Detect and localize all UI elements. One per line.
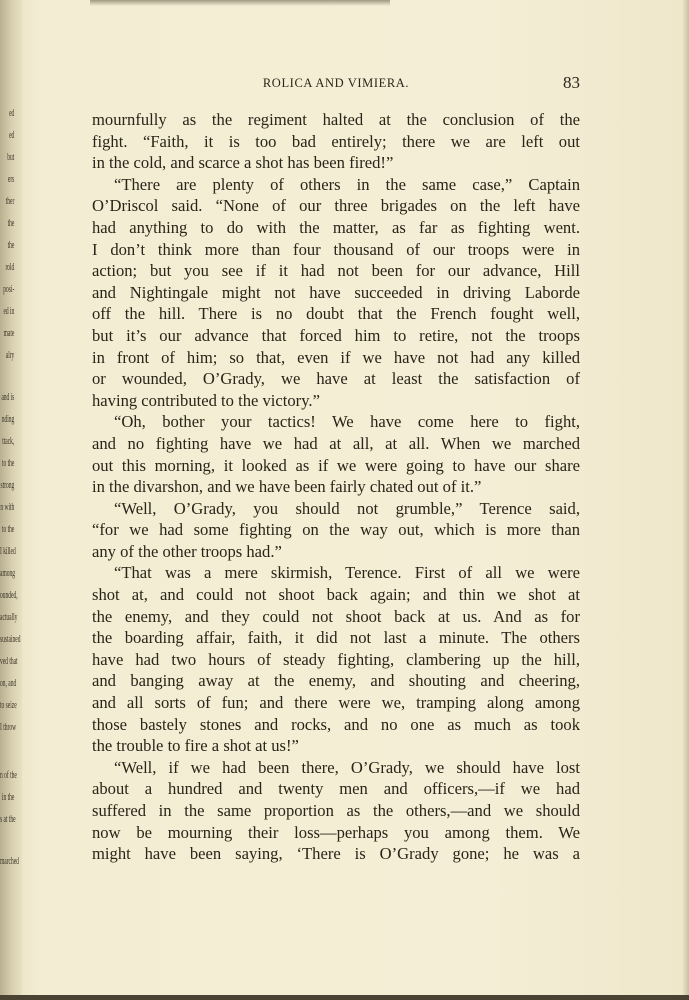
text-line: about a hundred and twenty men and officers,—if we had [92,779,580,799]
bleed-fragment: mate [3,328,15,339]
bleed-fragment: ttack, [2,436,15,447]
text-line: fight. “Faith, it is too bad entirely; there we are left out [92,131,580,151]
text-line: the trouble to fire a shot at us!” [92,736,299,756]
text-line: “There are plenty of others in the same case,” Captain [114,174,580,194]
text-line: had anything to do with the matter, as far as fighting went. [92,217,580,237]
text-line: O’Driscol said. “None of our three brigades on the left have [92,196,580,216]
text-line: in the cold, and scarce a shot has been fired!” [92,153,394,173]
bleed-fragment: ers [7,174,15,185]
text-line: or wounded, O’Grady, we have at least the satisfaction of [92,369,580,389]
bleed-fragment: ther [5,196,15,207]
text-line: mournfully as the regiment halted at the conclusion of the [92,110,580,129]
text-line: those bastely stones and rocks, and no one as much as took [92,714,580,734]
text-line: having contributed to the victory.” [92,390,320,410]
text-line: I don’t think more than four thousand of our troops were in [92,239,580,259]
page-number: 83 [563,73,580,92]
text-line: action; but you see if it had not been for our advance, Hill [92,261,580,281]
bleed-fragment: rold [5,262,15,273]
bleed-fragment: alry [5,350,15,361]
bleed-fragment: and is [1,392,15,403]
bleed-fragment: to the [1,524,15,535]
bleed-fragment: but [7,152,15,163]
running-head: ROLICA AND VIMIERA. [262,76,410,90]
text-line: and Nightingale might not have succeeded in driving Laborde [92,282,580,302]
bleed-fragment: ved that [0,656,18,667]
bleed-fragment: actually [0,612,18,623]
text-line: out this morning, it looked as if we were going to have our share [92,455,580,475]
text-line: “Well, O’Grady, you should not grumble,” Terence said, [114,498,580,518]
text-line: off the hill. There is no doubt that the French fought well, [92,304,580,324]
bleed-fragment: I throw [0,722,17,733]
facing-page-bleed [0,0,26,1000]
text-line: suffered in the same proportion as the others,—and we should [92,801,580,820]
bleed-fragment: I killed [0,546,16,557]
text-line: now be mourning their loss—perhaps you among them. We [92,822,580,842]
bleed-fragment: posi- [3,284,15,295]
text-line: and banging away at the enemy, and shouting and cheering, [92,671,580,691]
text-line: “Oh, bother your tactics! We have come here to fight, [114,412,580,432]
text-line: in front of him; so that, even if we have not had any killed [92,347,580,367]
bleed-fragment: nding [1,414,15,425]
bleed-fragment: to the [1,458,15,469]
text-line: the enemy, and they could not shoot back at us. And as for [92,606,580,626]
text-line: have had two hours of steady fighting, clambering up the hill, [92,649,580,669]
text-line: the boarding affair, faith, it did not last a minute. The others [92,628,580,648]
bleed-fragment: ounded, [0,590,18,601]
text-line: “for we had some fighting on the way out, which is more than [92,520,580,540]
page-header [92,70,580,94]
page-right-edge [683,0,689,1000]
page-top-edge [90,0,390,6]
bleed-fragment: marched [0,856,19,867]
text-line: in the divarshon, and we have been fairly chated out of it.” [92,477,482,497]
bleed-fragment: to seize [0,700,17,711]
text-line: and no fighting have we had at all, at all. When we marched [92,433,580,453]
bleed-fragment: among [0,568,15,579]
page-bottom-edge [0,995,689,1000]
bleed-fragment: ed [9,108,15,119]
bleed-fragment: n with [0,502,15,513]
bleed-fragment: on, and [0,678,17,689]
bleed-fragment: the [7,218,15,229]
text-line: and all sorts of fun; and there were we, tramping along among [92,693,580,713]
bleed-fragment: ed in [3,306,15,317]
text-line: might have been saying, ‘There is O’Grady gone; he was a [92,844,580,864]
bleed-fragment: sustained [0,634,21,645]
bleed-fragment: s at the [0,814,16,825]
bleed-fragment: ed [9,130,15,141]
bleed-fragment: in the [1,792,15,803]
bleed-fragment: the [7,240,15,251]
text-line: shot at, and could not shoot back again; and thin we shot at [92,585,580,605]
text-line: but it’s our advance that forced him to retire, not the troops [92,325,580,345]
bleed-fragment: strong [0,480,15,491]
bleed-fragment: n of the [0,770,17,781]
text-line: any of the other troops had.” [92,541,282,561]
text-line: “That was a mere skirmish, Terence. First of all we were [114,563,580,583]
text-line: “Well, if we had been there, O’Grady, we should have lost [114,757,580,777]
body-text [92,109,580,865]
